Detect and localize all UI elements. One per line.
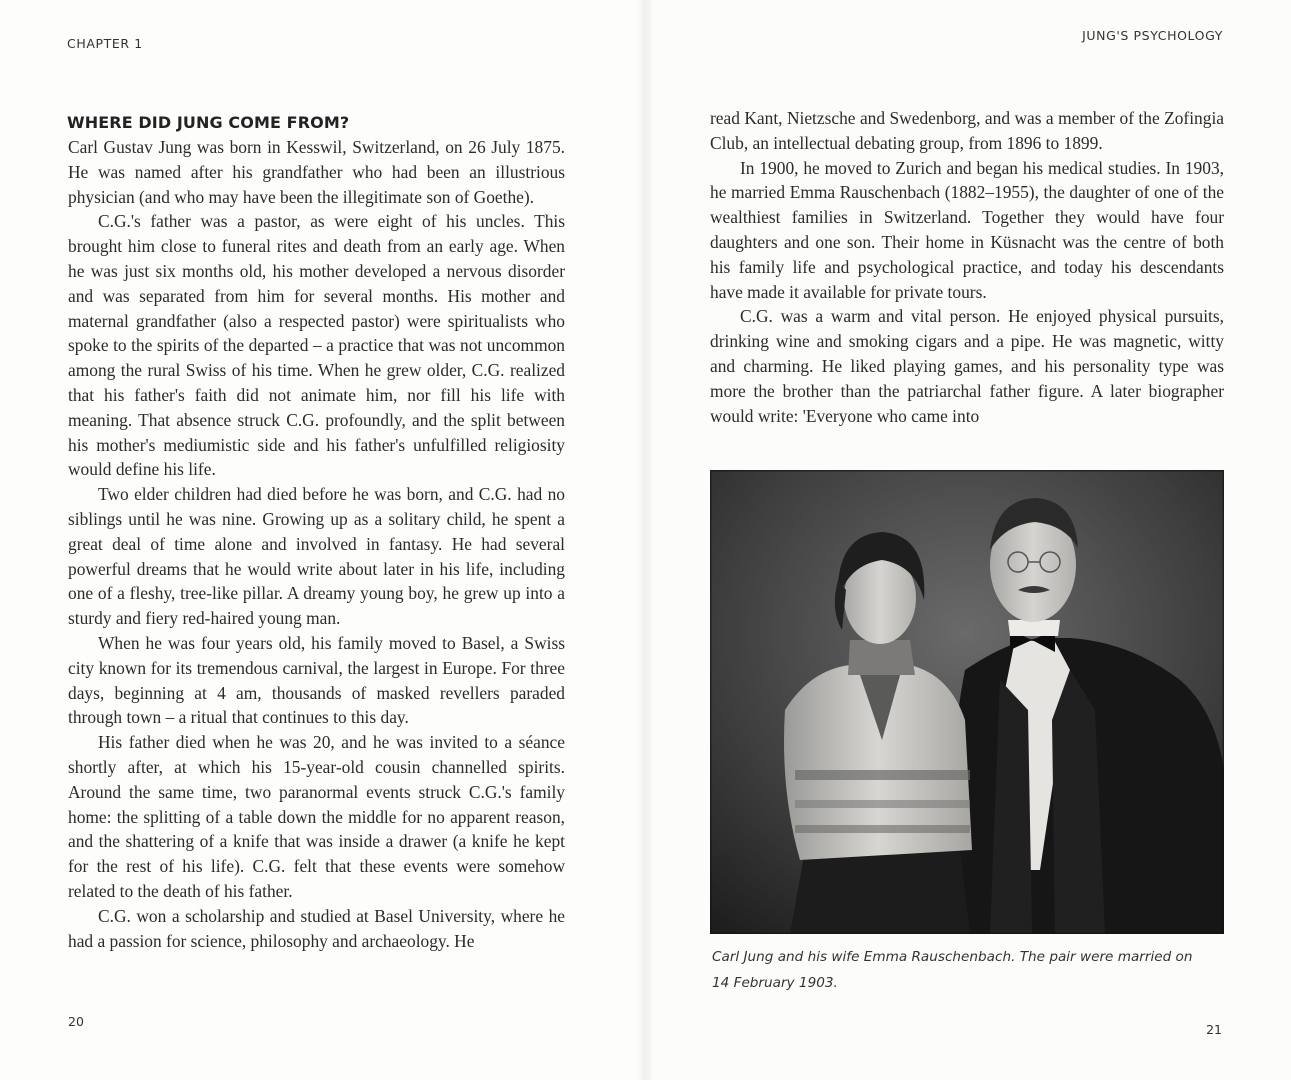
page-number-right: 21 (1206, 1022, 1222, 1037)
page-number-left: 20 (68, 1014, 84, 1029)
section-heading: WHERE DID JUNG COME FROM? (67, 113, 350, 132)
paragraph: In 1900, he moved to Zurich and began his medical studies. In 1903, he married Emma Rauschenbach (1882–1955), the daughter of one of the wealthiest families in Switzerland. Together they would have four daughters and one son. Their home in Küsnacht was the centre of both his family life and psychological practice, and today his descendants have made it available for private tours. (710, 157, 1224, 302)
paragraph: Carl Gustav Jung was born in Kesswil, Switzerland, on 26 July 1875. He was named after his grandfather who had been an illustrious physician (and who may have been the illegitimate son of Goethe). (68, 137, 565, 207)
photograph-jung-and-emma (710, 470, 1224, 934)
right-text-column (710, 106, 1224, 428)
caption-line: Carl Jung and his wife Emma Rauschenbach. The pair were married on (712, 949, 1193, 965)
photo-caption (712, 944, 1224, 996)
book-gutter-shadow (636, 0, 654, 1080)
paragraph: C.G. was a warm and vital person. He enjoyed physical pursuits, drinking wine and smoking cigars and a pipe. He was magnetic, witty and charming. He liked playing games, and his personality type was more the brother than the patriarchal father figure. A later biographer would write: 'Everyone who came into (710, 306, 1224, 426)
running-head-title: JUNG'S PSYCHOLOGY (1082, 28, 1223, 43)
left-page (0, 0, 645, 1080)
paragraph: His father died when he was 20, and he was invited to a séance shortly after, at which his 15-year-old cousin channelled spirits. Around the same time, two paranormal events struck C.G.'s family home: the splitting of a table down the middle for no apparent reason, and the shattering of a knife that was inside a drawer (a knife he kept for the rest of his life). C.G. felt that these events were somehow related to the death of his father. (68, 732, 565, 901)
paragraph: read Kant, Nietzsche and Swedenborg, and was a member of the Zofingia Club, an intellectual debating group, from 1896 to 1899. (710, 108, 1224, 153)
paragraph: Two elder children had died before he was born, and C.G. had no siblings until he was nine. Growing up as a solitary child, he spent a great deal of time alone and involved in fantasy. He had several powerful dreams that he would write about later in his life, including one of a fleshy, tree-like pillar. A dreamy young boy, he grew up into a sturdy and fiery red-haired young man. (68, 484, 565, 629)
running-head-chapter: CHAPTER 1 (67, 36, 143, 51)
portrait-image (710, 470, 1224, 934)
paragraph: When he was four years old, his family moved to Basel, a Swiss city known for its tremendous carnival, the largest in Europe. For three days, beginning at 4 am, thousands of masked revellers paraded through town – a ritual that continues to this day. (68, 632, 565, 728)
paragraph: C.G.'s father was a pastor, as were eight of his uncles. This brought him close to funeral rites and death from an early age. When he was just six months old, his mother developed a nervous disorder and was separated from him for several months. His mother and maternal grandfather (also a respected pastor) were spiritualists who spoke to the spirits of the departed – a practice that was not uncommon among the rural Swiss of his time. When he grew older, C.G. realized that his father's faith did not animate him, nor fill his life with meaning. That absence struck C.G. profoundly, and the split between his mother's mediumistic side and his father's unfulfilled religiosity would define his life. (68, 211, 565, 480)
paragraph: C.G. won a scholarship and studied at Basel University, where he had a passion for science, philosophy and archaeology. He (68, 905, 565, 951)
left-text-column (68, 135, 565, 953)
caption-line: 14 February 1903. (712, 975, 838, 991)
